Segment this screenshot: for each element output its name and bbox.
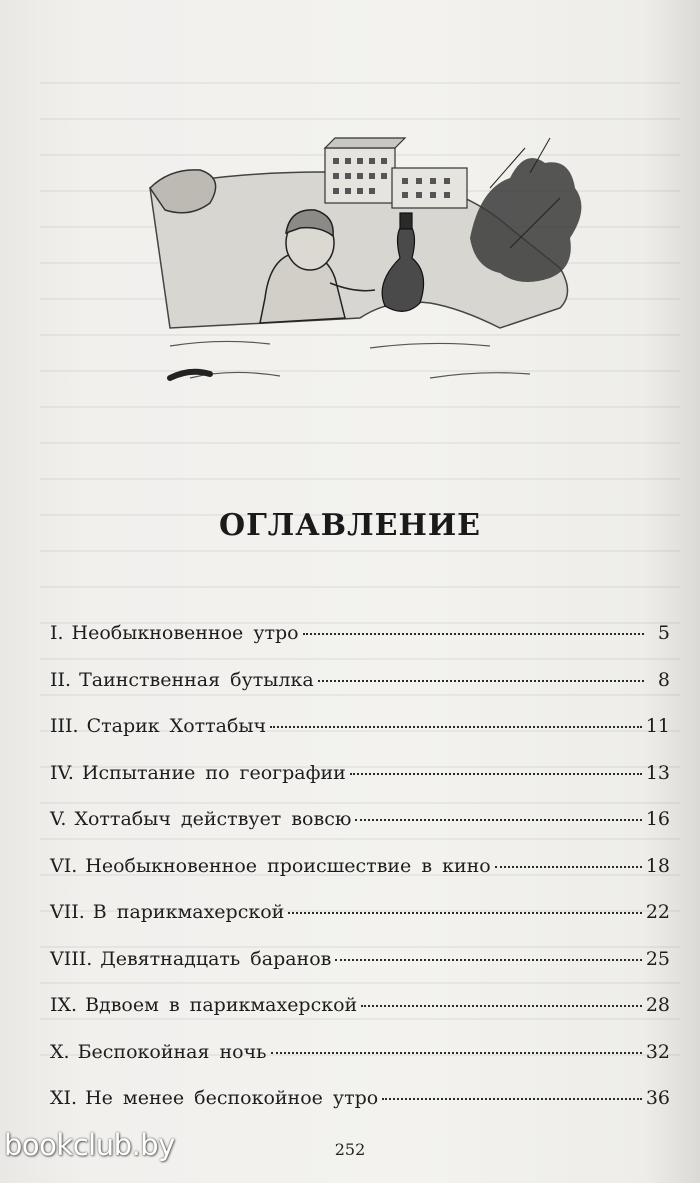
chapter-page: 22 (645, 901, 670, 923)
chapter-title: Старик Хоттабыч (86, 715, 267, 737)
chapter-page: 32 (645, 1040, 670, 1063)
boy-with-bottle-illustration (130, 78, 590, 408)
chapter-title: Беспокойная ночь (77, 1040, 267, 1063)
chapter-number: XI. (50, 1087, 78, 1109)
chapter-number: VIII. (50, 947, 93, 970)
chapter-title: Необыкновенное утро (71, 622, 299, 644)
chapter-number: III. (50, 715, 79, 737)
chapter-page: 28 (645, 994, 670, 1016)
dot-leader (361, 1005, 642, 1007)
chapter-title: Испытание по географии (81, 761, 346, 784)
chapter-page: 8 (657, 668, 670, 691)
watermark: bookclub.by (4, 1128, 175, 1162)
dot-leader (303, 633, 644, 635)
chapter-title: Таинственная бутылка (79, 668, 314, 691)
dot-leader (350, 773, 642, 775)
chapter-page: 13 (645, 761, 670, 784)
chapter-page: 11 (645, 715, 670, 737)
chapter-number: IX. (50, 994, 78, 1016)
toc-row (50, 713, 670, 760)
chapter-title: В парикмахерской (92, 901, 285, 923)
chapter-number: VI. (50, 854, 78, 877)
chapter-number: I. (50, 622, 64, 644)
toc-row (50, 667, 670, 714)
chapter-title: Вдвоем в парикмахерской (85, 994, 358, 1016)
toc-row (50, 806, 670, 853)
chapter-number: IV. (50, 761, 74, 784)
dot-leader (318, 680, 644, 682)
chapter-page: 18 (645, 854, 670, 877)
dot-leader (495, 866, 642, 868)
toc-row (50, 760, 670, 807)
chapter-page: 36 (645, 1087, 670, 1109)
table-of-contents (50, 620, 670, 1132)
chapter-page: 25 (645, 947, 670, 970)
toc-row (50, 1085, 670, 1132)
dot-leader (335, 959, 641, 961)
toc-row (50, 992, 670, 1039)
chapter-page: 16 (645, 808, 670, 830)
toc-row (50, 946, 670, 993)
page-title: ОГЛАВЛЕНИЕ (218, 508, 482, 543)
toc-row (50, 853, 670, 900)
dot-leader (355, 819, 641, 821)
toc-row (50, 1039, 670, 1086)
dot-leader (288, 912, 641, 914)
chapter-title: Хоттабыч действует вовсю (74, 808, 352, 830)
chapter-title: Не менее беспокойное утро (85, 1087, 379, 1109)
chapter-page: 5 (657, 622, 670, 644)
chapter-title: Девятнадцать баранов (100, 947, 332, 970)
toc-row (50, 899, 670, 946)
chapter-number: II. (50, 668, 72, 691)
toc-row (50, 620, 670, 667)
dot-leader (271, 1052, 642, 1054)
dot-leader (382, 1098, 642, 1100)
dot-leader (270, 726, 642, 728)
chapter-number: X. (50, 1040, 70, 1063)
chapter-number: V. (50, 808, 67, 830)
page-number: 252 (334, 1140, 366, 1159)
chapter-number: VII. (50, 901, 85, 923)
chapter-title: Необыкновенное происшествие в кино (85, 854, 491, 877)
